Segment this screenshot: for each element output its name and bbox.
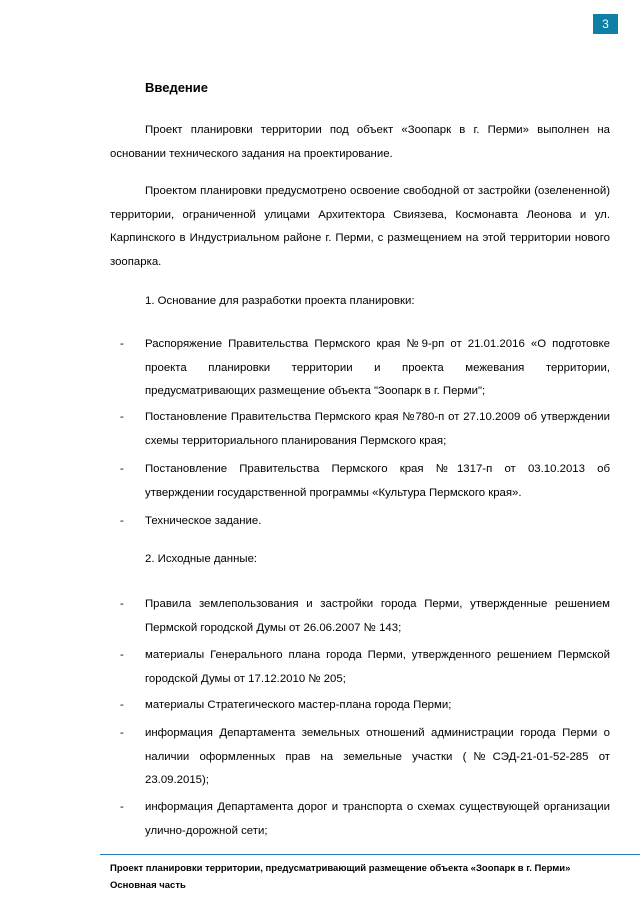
- list-item-text: материалы Стратегического мастер-плана города Перми;: [145, 699, 452, 711]
- bullet-marker: -: [120, 699, 124, 711]
- list-item-text: материалы Генерального плана города Перми, утвержденного решением Пермской городской Думы от 17.12.2010 № 205;: [145, 649, 610, 685]
- intro-paragraph: Проектом планировки предусмотрено освоение свободной от застройки (озелененной) территории, ограниченной улицами Архитектора Свиязева, Космонавта Леонова и ул. Карпинского в Индустриальном районе г. Перми, с размещением на этой территории нового зоопарка.: [110, 185, 610, 268]
- bullet-marker: -: [120, 338, 124, 350]
- bullet-marker: -: [120, 727, 124, 739]
- list-item-text: Постановление Правительства Пермского края №780-п от 27.10.2009 об утверждении схемы территориального планирования Пермского края;: [145, 411, 610, 447]
- intro-paragraph: Проект планировки территории под объект «Зоопарк в г. Перми» выполнен на основании технического задания на проектирование.: [110, 124, 610, 160]
- list-item-text: Правила землепользования и застройки города Перми, утвержденные решением Пермской городской Думы от 26.06.2007 № 143;: [145, 598, 610, 634]
- bullet-marker: -: [120, 411, 124, 423]
- bullet-marker: -: [120, 598, 124, 610]
- list-item-text: информация Департамента земельных отношений администрации города Перми о наличии оформленных прав на земельные участки (№СЭД-21-01-52-285 от 23.09.2015);: [145, 727, 610, 786]
- list-item-text: Постановление Правительства Пермского края №1317-п от 03.10.2013 об утверждении государственной программы «Культура Пермского края».: [145, 463, 610, 499]
- section-heading: 1. Основание для разработки проекта планировки:: [145, 295, 415, 307]
- bullet-marker: -: [120, 649, 124, 661]
- bullet-marker: -: [120, 801, 124, 813]
- bullet-marker: -: [120, 463, 124, 475]
- footer-section-name: Основная часть: [110, 880, 186, 891]
- footer-divider: [100, 854, 640, 855]
- section-heading: 2. Исходные данные:: [145, 553, 258, 565]
- bullet-marker: -: [120, 515, 124, 527]
- page-number-badge: 3: [593, 14, 618, 34]
- footer-document-title: Проект планировки территории, предусматривающий размещение объекта «Зоопарк в г. Перми»: [110, 863, 571, 874]
- list-item-text: Распоряжение Правительства Пермского края №9-рп от 21.01.2016 «О подготовке проекта планировки территории и проекта межевания территории, предусматривающих размещение объекта "Зоопарк в г. Перми";: [145, 338, 610, 397]
- section-title: Введение: [145, 80, 208, 95]
- list-item-text: Техническое задание.: [145, 515, 262, 527]
- list-item-text: информация Департамента дорог и транспорта о схемах существующей организации улично-дорожной сети;: [145, 801, 610, 837]
